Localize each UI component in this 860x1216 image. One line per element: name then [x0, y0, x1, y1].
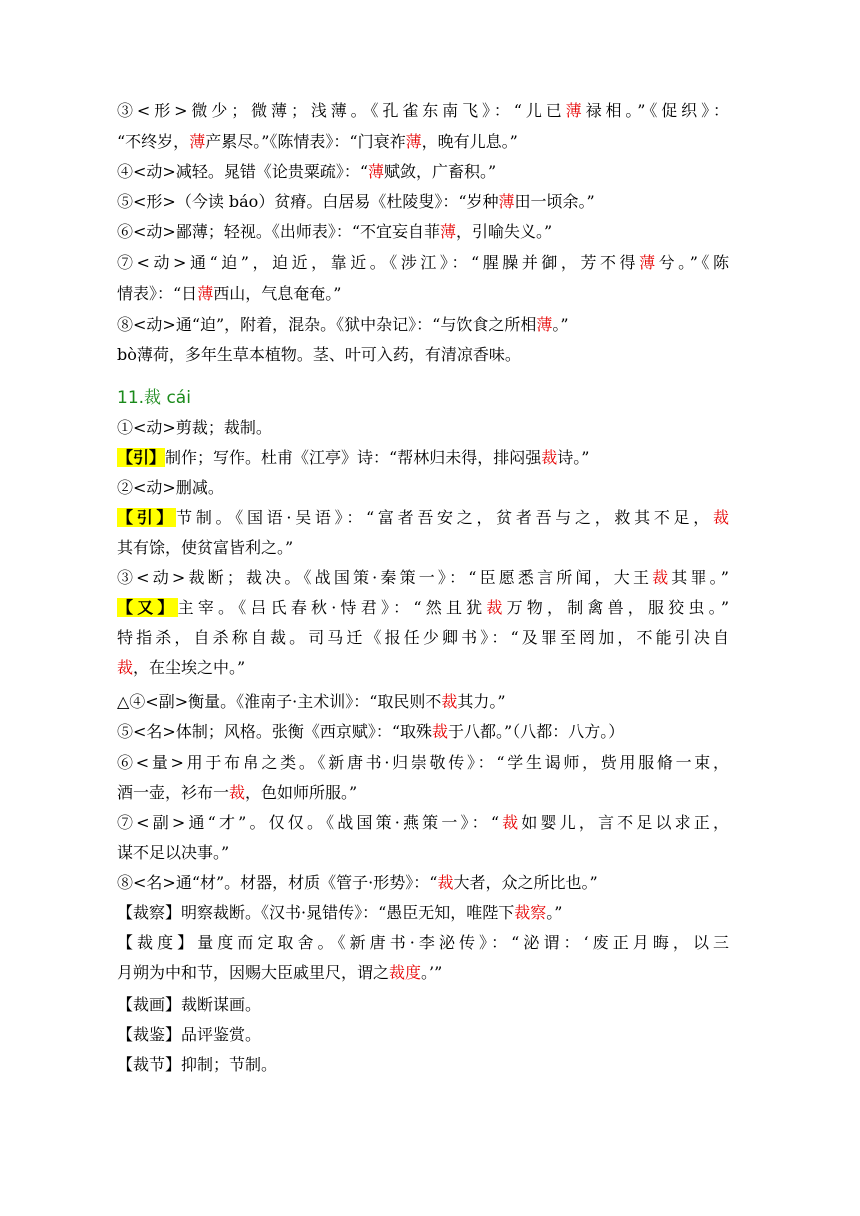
line-text: 西山，气息奄奄。”	[213, 284, 342, 303]
headword-highlight: 薄	[498, 192, 515, 211]
text-line	[117, 314, 569, 336]
line-text: 情表》：“日	[117, 284, 198, 303]
line-content	[117, 597, 729, 619]
line-content	[117, 567, 729, 589]
line-text: 其罪。”	[671, 568, 729, 587]
line-content	[117, 252, 729, 274]
text-line	[117, 721, 624, 743]
line-content	[117, 722, 624, 741]
section-heading	[117, 387, 191, 409]
line-text: 万物，制禽兽，服狡虫。”	[506, 598, 729, 617]
line-text: ⑧<名>通“材”。材器，材质《管子·形势》：“	[117, 873, 438, 892]
line-text: 【裁鉴】品评鉴赏。	[117, 1025, 262, 1044]
line-text: 。’”	[421, 963, 443, 982]
headword-highlight: 裁度	[389, 963, 422, 982]
headword-highlight: 薄	[189, 132, 206, 151]
text-line	[117, 252, 729, 274]
line-content	[117, 932, 729, 954]
text-line	[117, 994, 261, 1016]
headword-highlight: 裁	[229, 783, 246, 802]
headword-highlight: 薄	[405, 132, 422, 151]
line-text: ，色如师所服。”	[245, 783, 358, 802]
text-line	[117, 221, 552, 243]
text-line	[117, 161, 496, 183]
text-line	[117, 537, 293, 559]
line-content	[117, 752, 729, 774]
line-text: 诗。”	[557, 448, 590, 467]
headword-highlight: 裁	[499, 813, 522, 832]
line-content	[117, 963, 442, 982]
tag-label: 【引】	[117, 508, 177, 527]
text-line	[117, 1024, 261, 1046]
line-content	[117, 783, 357, 802]
line-text: ⑧<动>通“迫”，附着，混杂。《狱中杂记》：“与饮食之所相	[117, 315, 537, 334]
line-text: 谋不足以决事。”	[117, 843, 230, 862]
line-content	[117, 132, 518, 151]
text-line	[117, 417, 272, 439]
line-content	[117, 448, 589, 467]
line-text: 主宰。《吕氏春秋·恃君》：“然且犹	[177, 598, 487, 617]
text-line	[117, 902, 562, 924]
line-text: 兮。”《陈	[658, 253, 729, 272]
line-text: ，晚有儿息。”	[421, 132, 518, 151]
line-text: ，引喻失义。”	[456, 222, 553, 241]
line-text: 。”	[546, 903, 563, 922]
line-text: 如婴儿，言不足以求正，	[521, 813, 729, 832]
line-content	[117, 1055, 277, 1074]
headword-highlight: 薄	[197, 284, 214, 303]
line-text: 产累尽。”《陈情表》：“门衰祚	[205, 132, 406, 151]
line-text: ⑥<量>用于布帛之类。《新唐书·归崇敬传》：“学生谒师，赀用服脩一束，	[117, 753, 729, 772]
text-line	[117, 842, 229, 864]
line-text: ③<形>微少；微薄；浅薄。《孔雀东南飞》：“儿已	[117, 101, 566, 120]
line-text: ⑤<形>（今读 báo）贫瘠。白居易《杜陵叟》：“岁种	[117, 192, 499, 211]
line-content	[117, 627, 729, 649]
text-line	[117, 447, 589, 469]
text-line	[117, 872, 598, 894]
line-content	[117, 658, 245, 677]
line-text: △④<副>衡量。《淮南子·主术训》：“取民则不	[117, 692, 442, 711]
text-line	[117, 627, 729, 649]
headword-highlight: 裁	[432, 722, 449, 741]
headword-highlight: 薄	[639, 253, 659, 272]
text-line	[117, 100, 729, 122]
text-line	[117, 782, 357, 804]
line-content	[117, 315, 569, 334]
line-content	[117, 903, 562, 922]
line-content	[117, 812, 729, 834]
line-content	[117, 1025, 261, 1044]
line-text: 其有馀，使贫富皆利之。”	[117, 538, 294, 557]
line-content	[117, 100, 729, 122]
line-text: 月朔为中和节，因赐大臣戚里尺，谓之	[117, 963, 390, 982]
text-line	[117, 752, 729, 774]
text-line	[117, 283, 341, 305]
text-line	[117, 691, 506, 713]
text-line	[117, 657, 245, 679]
tag-label: 【又】	[117, 598, 178, 617]
text-line	[117, 131, 518, 153]
line-content	[117, 507, 729, 529]
line-content	[117, 843, 229, 862]
line-text: 酒一壶，衫布一	[117, 783, 230, 802]
line-content	[117, 162, 496, 181]
line-content	[117, 692, 506, 711]
line-text: ⑦<副>通“才”。仅仅。《战国策·燕策一》：“	[117, 813, 500, 832]
line-content	[117, 873, 598, 892]
line-text: “不终岁，	[117, 132, 190, 151]
line-text: 赋敛，广畜积。”	[384, 162, 497, 181]
line-text: bò薄荷，多年生草本植物。茎、叶可入药，有清凉香味。	[117, 345, 521, 364]
line-content	[117, 192, 595, 211]
headword-highlight: 裁	[652, 568, 672, 587]
headword-highlight: 裁	[117, 658, 134, 677]
line-text: 大者，众之所比也。”	[453, 873, 598, 892]
line-text: 【裁画】裁断谋画。	[117, 995, 262, 1014]
line-content	[117, 345, 521, 364]
text-line	[117, 477, 224, 499]
line-text: 特指杀，自杀称自裁。司马迁《报任少卿书》：“及罪至罔加，不能引决自	[117, 628, 729, 647]
headword-highlight: 裁	[437, 873, 454, 892]
headword-highlight: 薄	[440, 222, 457, 241]
text-line	[117, 191, 595, 213]
text-line	[117, 962, 442, 984]
headword-highlight: 裁	[712, 508, 729, 527]
line-content	[117, 284, 341, 303]
tag-label: 【引】	[117, 448, 166, 467]
text-line	[117, 812, 729, 834]
line-text: 【裁度】量度而定取舍。《新唐书·李泌传》：“泌谓：‘废正月晦，以三	[117, 933, 729, 952]
line-text: ④<动>减轻。晁错《论贵粟疏》：“	[117, 162, 368, 181]
headword-highlight: 裁察	[514, 903, 547, 922]
line-content	[117, 388, 191, 408]
line-text: ⑤<名>体制；风格。张衡《西京赋》：“取殊	[117, 722, 432, 741]
line-text: ②<动>删减。	[117, 478, 224, 497]
text-line	[117, 597, 729, 619]
line-text: ，在尘埃之中。”	[133, 658, 246, 677]
line-text: 田一顷余。”	[514, 192, 595, 211]
text-line	[117, 567, 729, 589]
line-text: 禄相。”《促织》：	[585, 101, 729, 120]
headword-highlight: 裁	[441, 692, 458, 711]
line-text: ①<动>剪裁；裁制。	[117, 418, 272, 437]
line-content	[117, 418, 272, 437]
text-line	[117, 507, 729, 529]
line-text: ③<动>裁断；裁决。《战国策·秦策一》：“臣愿悉言所闻，大王	[117, 568, 653, 587]
text-line	[117, 932, 729, 954]
headword-highlight: 裁	[541, 448, 558, 467]
line-content	[117, 995, 261, 1014]
text-line	[117, 344, 521, 366]
line-content	[117, 478, 224, 497]
line-text: 【裁察】明察裁断。《汉书·晁错传》：“愚臣无知，唯陛下	[117, 903, 515, 922]
headword-highlight: 薄	[536, 315, 553, 334]
line-text: 于八都。”（八都：八方。）	[448, 722, 625, 741]
line-content	[117, 222, 552, 241]
line-content	[117, 538, 293, 557]
line-text: 【裁节】抑制；节制。	[117, 1055, 278, 1074]
line-text: ⑥<动>鄙薄；轻视。《出师表》：“不宜妄自菲	[117, 222, 440, 241]
headword-highlight: 裁	[486, 598, 507, 617]
line-text: 。”	[552, 315, 569, 334]
line-text: 其力。”	[457, 692, 506, 711]
heading-text: 11.裁 cái	[117, 388, 191, 408]
line-text: 制作；写作。杜甫《江亭》诗：“帮林归未得，排闷强	[165, 448, 542, 467]
line-text: 节制。《国语·吴语》：“富者吾安之，贫者吾与之，救其不足，	[176, 508, 713, 527]
line-text: ⑦<动>通“迫”，迫近，靠近。《涉江》：“腥臊并御，芳不得	[117, 253, 640, 272]
text-line	[117, 1054, 277, 1076]
headword-highlight: 薄	[368, 162, 385, 181]
headword-highlight: 薄	[565, 101, 586, 120]
